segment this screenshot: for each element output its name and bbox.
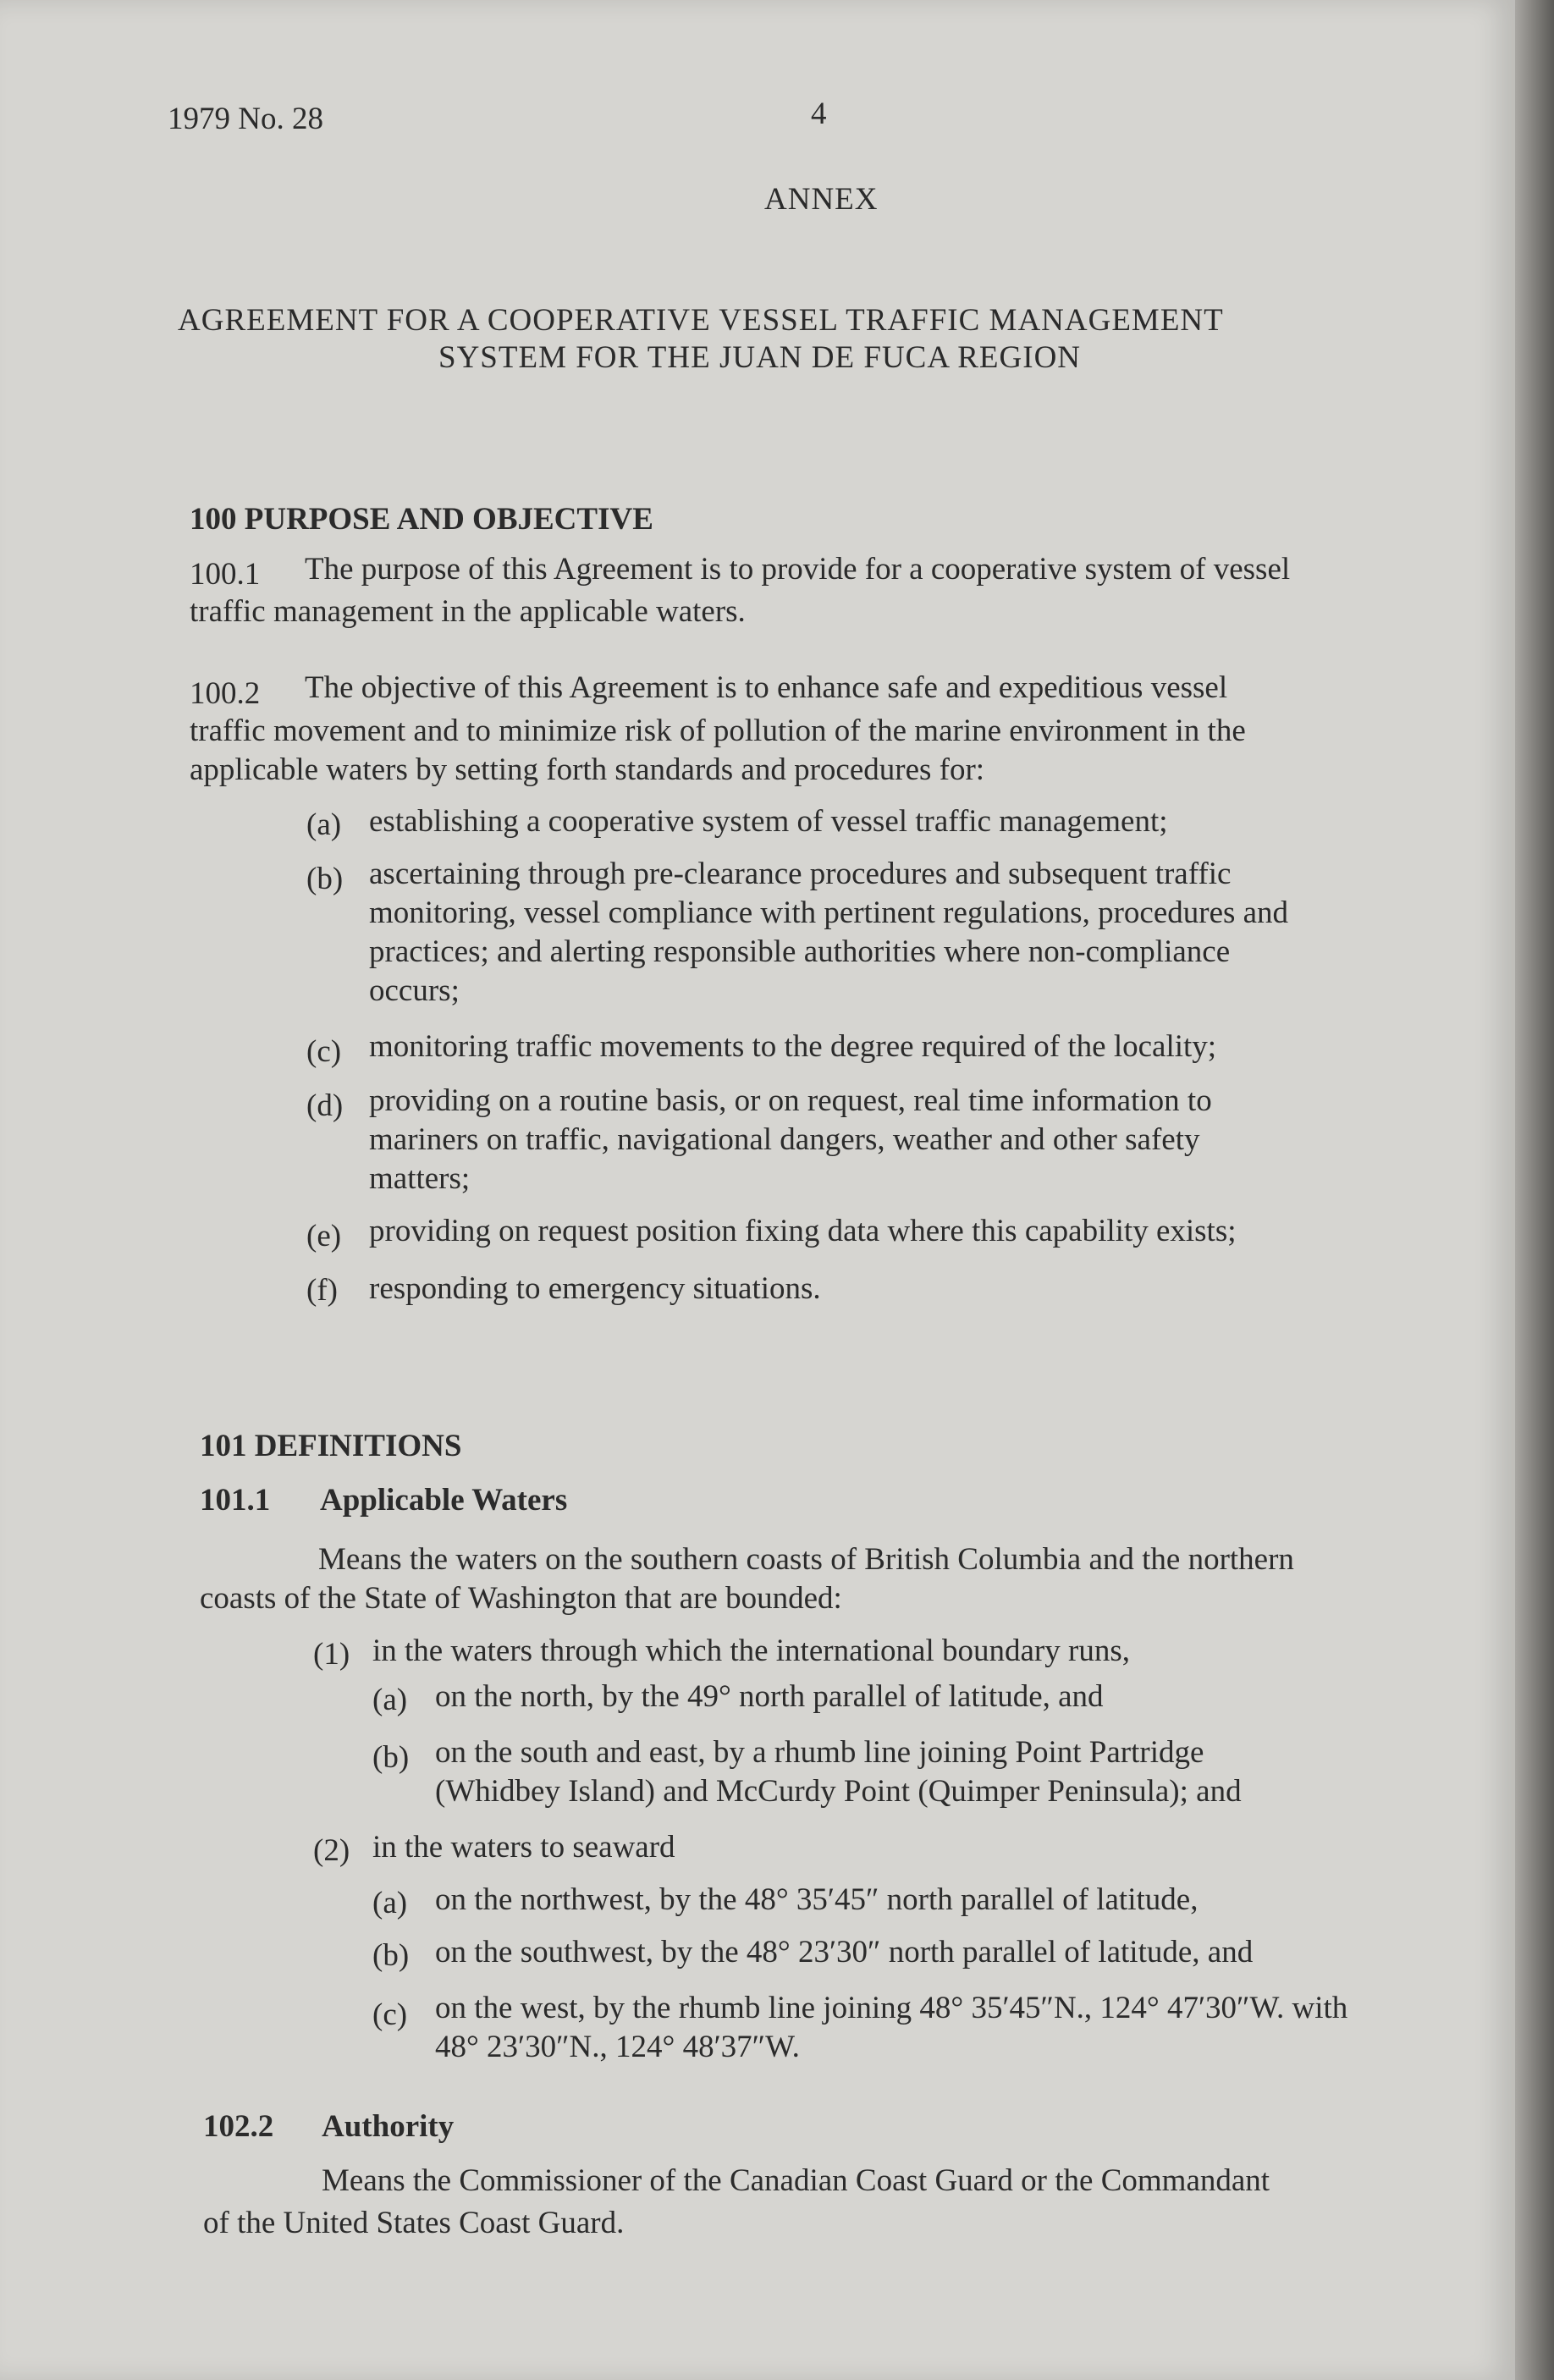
p-100-1-line-2: traffic management in the applicable waters. [190, 594, 746, 629]
book-spine [1515, 0, 1554, 2380]
item-1b-label: (b) [372, 1740, 410, 1775]
item-f-label: (f) [306, 1273, 338, 1308]
item-1-text: in the waters through which the international boundary runs, [372, 1633, 1130, 1668]
item-e-label: (e) [306, 1219, 342, 1253]
p-100-2-line-1: The objective of this Agreement is to enhance safe and expeditious vessel [305, 670, 1228, 705]
definition-intro-line-1: Means the waters on the southern coasts of British Columbia and the northern [318, 1542, 1294, 1577]
item-2b-label: (b) [372, 1938, 410, 1973]
subsection-102-2-number: 102.2 [203, 2109, 274, 2144]
subsection-102-2-title: Authority [322, 2109, 455, 2144]
item-1-label: (1) [313, 1637, 350, 1672]
annex-heading: ANNEX [764, 182, 879, 217]
authority-line-2: of the United States Coast Guard. [203, 2206, 625, 2240]
item-a-line-1: establishing a cooperative system of vessel traffic management; [369, 804, 1168, 839]
item-2c-line-2: 48° 23′30″N., 124° 48′37″W. [435, 2030, 800, 2064]
item-a-label: (a) [306, 807, 342, 842]
item-b-line-4: occurs; [369, 973, 460, 1008]
header-left: 1979 No. 28 [168, 102, 323, 136]
item-1a-text: on the north, by the 49° north parallel of latitude, and [435, 1679, 1104, 1714]
p-100-2-line-3: applicable waters by setting forth standards and procedures for: [190, 752, 985, 787]
item-2c-line-1: on the west, by the rhumb line joining 48° 35′45″N., 124° 47′30″W. with [435, 1991, 1348, 2025]
item-2-text: in the waters to seaward [372, 1830, 675, 1865]
item-1a-label: (a) [372, 1683, 408, 1717]
p-100-1-line-1: The purpose of this Agreement is to provide for a cooperative system of vessel [305, 552, 1291, 587]
subsection-101-1-number: 101.1 [200, 1483, 271, 1518]
item-2-label: (2) [313, 1833, 350, 1868]
item-c-label: (c) [306, 1034, 342, 1069]
item-1b-line-2: (Whidbey Island) and McCurdy Point (Quimper Peninsula); and [435, 1774, 1242, 1809]
item-2b-text: on the southwest, by the 48° 23′30″ north parallel of latitude, and [435, 1935, 1254, 1970]
item-d-line-1: providing on a routine basis, or on request, real time information to [369, 1083, 1212, 1118]
item-d-line-3: matters; [369, 1161, 471, 1196]
item-2c-label: (c) [372, 1997, 408, 2032]
section-101-heading: 101 DEFINITIONS [200, 1429, 462, 1463]
item-b-label: (b) [306, 862, 344, 896]
item-1b-line-1: on the south and east, by a rhumb line joining Point Partridge [435, 1735, 1204, 1770]
section-100-heading: 100 PURPOSE AND OBJECTIVE [190, 502, 653, 537]
item-b-line-1: ascertaining through pre-clearance procedures and subsequent traffic [369, 857, 1232, 891]
item-f-line-1: responding to emergency situations. [369, 1271, 821, 1306]
item-2a-label: (a) [372, 1886, 408, 1920]
p-100-2-line-2: traffic movement and to minimize risk of pollution of the marine environment in the [190, 713, 1246, 748]
item-e-line-1: providing on request position fixing data where this capability exists; [369, 1214, 1237, 1248]
item-d-label: (d) [306, 1088, 344, 1123]
item-c-line-1: monitoring traffic movements to the degree required of the locality; [369, 1029, 1217, 1064]
p-100-2-number: 100.2 [190, 676, 261, 711]
definition-intro-line-2: coasts of the State of Washington that are bounded: [200, 1581, 842, 1616]
title-line-1: AGREEMENT FOR A COOPERATIVE VESSEL TRAFFIC MANAGEMENT [178, 303, 1224, 338]
item-b-line-2: monitoring, vessel compliance with pertinent regulations, procedures and [369, 895, 1289, 930]
subsection-101-1-title: Applicable Waters [320, 1483, 568, 1518]
item-d-line-2: mariners on traffic, navigational dangers, weather and other safety [369, 1122, 1200, 1157]
authority-line-1: Means the Commissioner of the Canadian Coast Guard or the Commandant [322, 2163, 1270, 2198]
p-100-1-number: 100.1 [190, 557, 261, 592]
page-number: 4 [811, 96, 827, 131]
item-2a-text: on the northwest, by the 48° 35′45″ north parallel of latitude, [435, 1882, 1199, 1917]
title-line-2: SYSTEM FOR THE JUAN DE FUCA REGION [438, 340, 1082, 375]
item-b-line-3: practices; and alerting responsible authorities where non-compliance [369, 934, 1231, 969]
